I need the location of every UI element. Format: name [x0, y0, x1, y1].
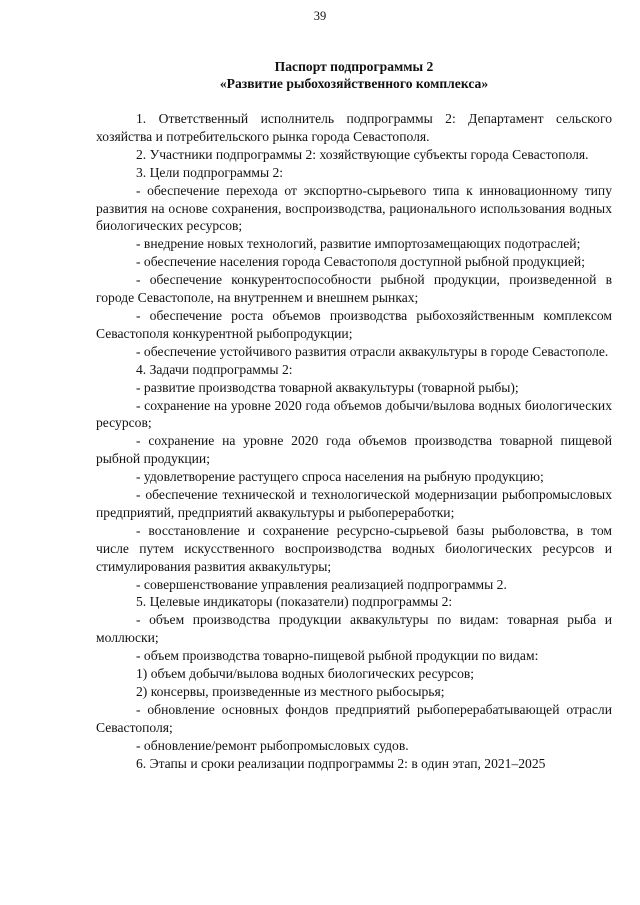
title-line-1: Паспорт подпрограммы 2	[274, 59, 434, 74]
paragraph-24: - обновление/ремонт рыбопромысловых судов.	[136, 737, 409, 753]
paragraph-5: - внедрение новых технологий, развитие импортозамещающих подотраслей;	[136, 236, 581, 252]
paragraph-12: - сохранение на уровне 2020 года объемов добычи/вылова водных биологических ресурсов;	[96, 397, 612, 431]
paragraph-21: 1) объем добычи/вылова водных биологических ресурсов;	[136, 666, 475, 682]
paragraph-6: - обеспечение населения города Севастополя доступной рыбной продукцией;	[136, 254, 585, 270]
document-body	[96, 110, 612, 773]
paragraph-14: - удовлетворение растущего спроса населения на рыбную продукцию;	[136, 469, 544, 485]
paragraph-4: - обеспечение перехода от экспортно-сырьевого типа к инновационному типу развития на основе сохранения, воспроизводства, рационального использования водных биологических ресурсов;	[96, 182, 612, 234]
paragraph-20: - объем производства товарно-пищевой рыбной продукции по видам:	[136, 648, 539, 664]
paragraph-19: - объем производства продукции аквакультуры по видам: товарная рыба и моллюски;	[96, 612, 612, 646]
paragraph-15: - обеспечение технической и технологической модернизации рыбопромысловых предприятий, предприятий аквакультуры и рыбопереработки;	[96, 487, 612, 520]
paragraph-23: - обновление основных фондов предприятий рыбоперерабатывающей отрасли Севастополя;	[96, 701, 612, 735]
document-title	[96, 58, 612, 92]
page-number: 39	[313, 9, 327, 23]
paragraph-16: - восстановление и сохранение ресурсно-сырьевой базы рыболовства, в том числе путем искусственного воспроизводства водных биологических ресурсов и стимулирования развития аквакультуры;	[96, 522, 612, 574]
paragraph-8: - обеспечение роста объемов производства рыбохозяйственным комплексом Севастополя конкурентной рыбопродукции;	[96, 307, 612, 341]
paragraph-17: - совершенствование управления реализацией подпрограммы 2.	[136, 576, 507, 592]
paragraph-1: 1. Ответственный исполнитель подпрограммы 2: Департамент сельского хозяйства и потребительского рынка города Севастополя.	[96, 111, 612, 144]
paragraph-11: - развитие производства товарной аквакультуры (товарной рыбы);	[136, 379, 519, 395]
paragraph-13: - сохранение на уровне 2020 года объемов производства товарной пищевой рыбной продукции;	[96, 433, 612, 467]
paragraph-18: 5. Целевые индикаторы (показатели) подпрограммы 2:	[136, 594, 453, 610]
paragraph-10: 4. Задачи подпрограммы 2:	[136, 361, 293, 377]
title-line-2: «Развитие рыбохозяйственного комплекса»	[219, 76, 489, 91]
paragraph-22: 2) консервы, произведенные из местного рыбосырья;	[136, 684, 445, 699]
paragraph-25: 6. Этапы и сроки реализации подпрограммы 2: в один этап, 2021–2025	[136, 755, 546, 771]
paragraph-9: - обеспечение устойчивого развития отрасли аквакультуры в городе Севастополе.	[136, 343, 609, 359]
paragraph-2: 2. Участники подпрограммы 2: хозяйствующие субъекты города Севастополя.	[136, 146, 589, 162]
paragraph-7: - обеспечение конкурентоспособности рыбной продукции, произведенной в городе Севастополе, на внутреннем и внешнем рынках;	[96, 272, 612, 306]
paragraph-3: 3. Цели подпрограммы 2:	[136, 164, 284, 180]
